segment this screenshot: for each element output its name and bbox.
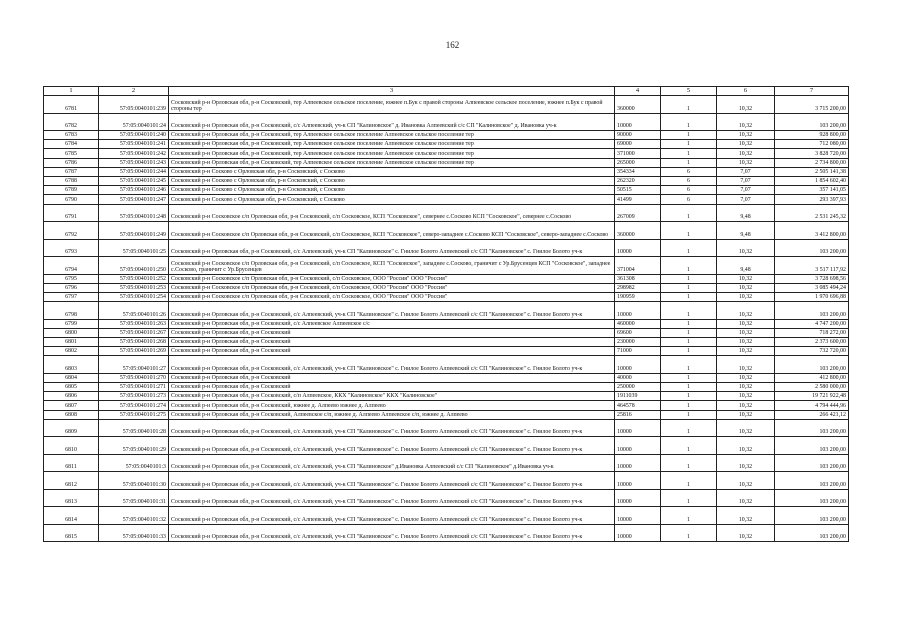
specific-value: 10,32 — [717, 356, 775, 374]
row-number: 6802 — [44, 347, 99, 356]
column-number-row — [44, 87, 849, 96]
cadastral-value: 3 728 698,56 — [775, 274, 849, 283]
cadastral-number: 57:05:0040101:28 — [99, 419, 169, 437]
table-row — [44, 158, 849, 167]
specific-value: 10,32 — [717, 347, 775, 356]
cadastral-value: 103 200,00 — [775, 472, 849, 490]
category-code: 6 — [661, 195, 717, 204]
land-area: 25816 — [615, 410, 661, 419]
address-description: Сосковский р-н Орловская обл, р-н Сосковский, с/с Алпеевский, уч-к СП "Калиновское" с. Гнилое Болото Алпеевский с/с СП "Калиновское" с. Гнилое Болото уч-к — [169, 437, 615, 455]
address-description: Сосковский р-н Орловская обл, р-н Сосковский, тер Алпеевское сельское поселение Алпеевское сельское поселение тер — [169, 149, 615, 158]
land-area: 10000 — [615, 454, 661, 472]
category-code: 1 — [661, 96, 717, 114]
row-number: 6807 — [44, 401, 99, 410]
table-row — [44, 195, 849, 204]
specific-value: 10,32 — [717, 283, 775, 292]
address-description: Сосковский р-н Орловская обл, р-н Сосковский, южнее д. Алпеево южнее д. Алпеево — [169, 401, 615, 410]
table-row — [44, 131, 849, 140]
row-number: 6786 — [44, 158, 99, 167]
cadastral-number: 57:05:0040101:252 — [99, 274, 169, 283]
cadastral-number: 57:05:0040101:241 — [99, 140, 169, 149]
cadastral-value: 2 531 245,32 — [775, 204, 849, 222]
row-number: 6793 — [44, 239, 99, 257]
address-description: Сосковский р-н Орловская обл, р-н Сосковский — [169, 347, 615, 356]
cadastral-value: 2 734 800,00 — [775, 158, 849, 167]
cadastral-value: 2 373 600,00 — [775, 337, 849, 346]
column-header: 6 — [717, 87, 775, 96]
cadastral-value: 103 200,00 — [775, 302, 849, 320]
specific-value: 10,32 — [717, 401, 775, 410]
category-code: 1 — [661, 113, 717, 131]
category-code: 1 — [661, 383, 717, 392]
cadastral-number: 57:05:0040101:254 — [99, 292, 169, 301]
row-number: 6799 — [44, 319, 99, 328]
land-area: 1911039 — [615, 392, 661, 401]
address-description: Сосковский р-н Сосково с Орловская обл, р-н Сосковский, с Сосково — [169, 167, 615, 176]
category-code: 1 — [661, 347, 717, 356]
land-area: 69000 — [615, 140, 661, 149]
address-description: Сосковский р-н Орловская обл, р-н Сосковский, с/с Алпеевский, уч-к СП "Калиновское" с. Гнилое Болото Алпеевский с/с СП "Калиновское" с. Гнилое Болото уч-к — [169, 356, 615, 374]
land-area: 190959 — [615, 292, 661, 301]
row-number: 6794 — [44, 257, 99, 275]
specific-value: 10,32 — [717, 96, 775, 114]
land-area: 10000 — [615, 356, 661, 374]
address-description: Сосковский р-н Орловская обл, р-н Сосковский, с/с Алпеевский, уч-к СП "Калиновское" д.Ивановка Алпеевский с/с СП "Калиновское" д.Ивановка уч-к — [169, 454, 615, 472]
land-area: 354334 — [615, 167, 661, 176]
specific-value: 10,32 — [717, 131, 775, 140]
specific-value: 7,07 — [717, 195, 775, 204]
table-row — [44, 401, 849, 410]
cadastral-value: 19 721 922,48 — [775, 392, 849, 401]
land-area: 230000 — [615, 337, 661, 346]
cadastral-number: 57:05:0040101:247 — [99, 195, 169, 204]
land-area: 267009 — [615, 204, 661, 222]
address-description: Сосковский р-н Сосковское с/п Орловская обл, р-н Сосковский, с/п Сосковское, КСП "Сосковское", севернее с.Сосково КСП "Сосковское", севернее с.Сосково — [169, 204, 615, 222]
address-description: Сосковский р-н Орловская обл, р-н Сосковский, с/с Алпеевский, уч-к СП "Калиновское" с. Гнилое Болото Алпеевский с/с СП "Калиновское" с. Гнилое Болото уч-к — [169, 524, 615, 542]
specific-value: 10,32 — [717, 524, 775, 542]
row-number: 6783 — [44, 131, 99, 140]
specific-value: 10,32 — [717, 239, 775, 257]
cadastral-number: 57:05:0040101:239 — [99, 96, 169, 114]
cadastral-number: 57:05:0040101:271 — [99, 383, 169, 392]
cadastral-number: 57:05:0040101:275 — [99, 410, 169, 419]
land-area: 40000 — [615, 373, 661, 382]
table-row — [44, 176, 849, 185]
table-row — [44, 239, 849, 257]
column-header: 3 — [169, 87, 615, 96]
cadastral-value: 3 517 117,92 — [775, 257, 849, 275]
address-description: Сосковский р-н Орловская обл, р-н Сосковский, с/с Алпеевский, уч-к СП "Калиновское" с. Гнилое Болото Алпеевский с/с СП "Калиновское" с. Гнилое Болото уч-к — [169, 419, 615, 437]
cadastral-number: 57:05:0040101:248 — [99, 204, 169, 222]
category-code: 1 — [661, 283, 717, 292]
cadastral-value: 103 200,00 — [775, 113, 849, 131]
row-number: 6785 — [44, 149, 99, 158]
specific-value: 10,32 — [717, 437, 775, 455]
cadastral-number: 57:05:0040101:250 — [99, 257, 169, 275]
address-description: Сосковский р-н Орловская обл, р-н Сосковский, с/с Алпеевский, уч-к СП "Калиновское" с. Гнилое Болото Алпеевский с/с СП "Калиновское" с. Гнилое Болото уч-к — [169, 302, 615, 320]
cadastral-value: 3 715 200,00 — [775, 96, 849, 114]
row-number: 6806 — [44, 392, 99, 401]
table-row — [44, 274, 849, 283]
category-code: 1 — [661, 489, 717, 507]
table-row — [44, 149, 849, 158]
category-code: 1 — [661, 239, 717, 257]
land-area: 10000 — [615, 239, 661, 257]
row-number: 6798 — [44, 302, 99, 320]
land-area: 10000 — [615, 524, 661, 542]
specific-value: 9,48 — [717, 257, 775, 275]
land-area: 360000 — [615, 222, 661, 240]
specific-value: 10,32 — [717, 419, 775, 437]
row-number: 6789 — [44, 186, 99, 195]
land-area: 298982 — [615, 283, 661, 292]
cadastral-number: 57:05:0040101:32 — [99, 507, 169, 525]
table-row — [44, 96, 849, 114]
cadastral-number: 57:05:0040101:274 — [99, 401, 169, 410]
address-description: Сосковский р-н Орловская обл, р-н Сосковский, тер Алпеевское сельское поселение, южнее п.Бук с правой стороны Алпеевское сельское поселение, южнее п.Бук с правой стороны тер — [169, 96, 615, 114]
table-row — [44, 383, 849, 392]
row-number: 6795 — [44, 274, 99, 283]
row-number: 6796 — [44, 283, 99, 292]
cadastral-number: 57:05:0040101:30 — [99, 472, 169, 490]
table-row — [44, 507, 849, 525]
land-area: 50515 — [615, 186, 661, 195]
address-description: Сосковский р-н Сосковское с/п Орловская обл, р-н Сосковский, с/п Сосковское, КСП "Сосковское", западнее с.Сосково, граничит с Ур.Брусенцев КСП "Сосковское", западнее с.Сосково, граничит с Ур.Брусенцев — [169, 257, 615, 275]
column-header: 2 — [99, 87, 169, 96]
land-area: 262320 — [615, 176, 661, 185]
category-code: 1 — [661, 257, 717, 275]
column-header: 1 — [44, 87, 99, 96]
cadastral-number: 57:05:0040101:240 — [99, 131, 169, 140]
cadastral-value: 4 794 444,96 — [775, 401, 849, 410]
cadastral-number: 57:05:0040101:253 — [99, 283, 169, 292]
specific-value: 10,32 — [717, 383, 775, 392]
cadastral-value: 4 747 200,00 — [775, 319, 849, 328]
address-description: Сосковский р-н Орловская обл, р-н Сосковский, тер Алпеевское сельское поселение Алпеевское сельское поселение тер — [169, 158, 615, 167]
address-description: Сосковский р-н Орловская обл, р-н Сосковский, с/с Алпеевский, уч-к СП "Калиновское" с. Гнилое Болото Алпеевский с/с СП "Калиновское" с. Гнилое Болото уч-к — [169, 472, 615, 490]
cadastral-value: 103 200,00 — [775, 437, 849, 455]
cadastral-number: 57:05:0040101:27 — [99, 356, 169, 374]
specific-value: 10,32 — [717, 149, 775, 158]
table-row — [44, 328, 849, 337]
category-code: 6 — [661, 186, 717, 195]
table-row — [44, 454, 849, 472]
row-number: 6809 — [44, 419, 99, 437]
page-number: 162 — [445, 40, 460, 50]
category-code: 1 — [661, 222, 717, 240]
cadastral-value: 412 800,00 — [775, 373, 849, 382]
category-code: 1 — [661, 373, 717, 382]
cadastral-value: 2 580 000,00 — [775, 383, 849, 392]
column-header: 7 — [775, 87, 849, 96]
table-row — [44, 222, 849, 240]
address-description: Сосковский р-н Орловская обл, р-н Сосковский — [169, 328, 615, 337]
land-area: 250000 — [615, 383, 661, 392]
address-description: Сосковский р-н Орловская обл, р-н Сосковский, с/с Алпеевский, уч-к СП "Калиновское" с. Гнилое Болото Алпеевский с/с СП "Калиновское" с. Гнилое Болото уч-к — [169, 507, 615, 525]
land-area: 69600 — [615, 328, 661, 337]
category-code: 1 — [661, 356, 717, 374]
row-number: 6815 — [44, 524, 99, 542]
table-row — [44, 140, 849, 149]
table-row — [44, 347, 849, 356]
category-code: 1 — [661, 131, 717, 140]
table-row — [44, 373, 849, 382]
cadastral-value: 3 828 720,00 — [775, 149, 849, 158]
category-code: 1 — [661, 437, 717, 455]
cadastral-number: 57:05:0040101:31 — [99, 489, 169, 507]
row-number: 6781 — [44, 96, 99, 114]
address-description: Сосковский р-н Орловская обл, р-н Сосковский — [169, 383, 615, 392]
row-number: 6782 — [44, 113, 99, 131]
table-row — [44, 489, 849, 507]
specific-value: 10,32 — [717, 140, 775, 149]
row-number: 6813 — [44, 489, 99, 507]
address-description: Сосковский р-н Орловская обл, р-н Сосковский — [169, 373, 615, 382]
cadastral-value: 103 200,00 — [775, 454, 849, 472]
address-description: Сосковский р-н Орловская обл, р-н Сосковский, с/с Алпеевское Алпеевское с/с — [169, 319, 615, 328]
address-description: Сосковский р-н Орловская обл, р-н Сосковский, тер Алпеевское сельское поселение Алпеевское сельское поселение тер — [169, 131, 615, 140]
address-description: Сосковский р-н Орловская обл, р-н Сосковский, тер Алпеевское сельское поселение Алпеевское сельское поселение тер — [169, 140, 615, 149]
address-description: Сосковский р-н Орловская обл, р-н Сосковский, Алпеевское с/п, южнее д. Алпеево Алпеевское с/п, южнее д. Алпеево — [169, 410, 615, 419]
category-code: 1 — [661, 410, 717, 419]
category-code: 1 — [661, 507, 717, 525]
specific-value: 10,32 — [717, 302, 775, 320]
category-code: 1 — [661, 524, 717, 542]
specific-value: 10,32 — [717, 113, 775, 131]
table-row — [44, 257, 849, 275]
land-area: 10000 — [615, 302, 661, 320]
category-code: 1 — [661, 392, 717, 401]
cadastral-number: 57:05:0040101:33 — [99, 524, 169, 542]
address-description: Сосковский р-н Орловская обл, р-н Сосковский, с/с Алпеевский, уч-к СП "Калиновское" д. Ивановка Алпеевский с/с СП "Калиновское" д. Ивановка уч-к — [169, 113, 615, 131]
category-code: 1 — [661, 328, 717, 337]
column-header: 4 — [615, 87, 661, 96]
address-description: Сосковский р-н Сосковское с/п Орловская обл, р-н Сосковский, с/п Сосковское, КСП "Сосковское", северо-западнее с.Сосково КСП "Сосковское", северо-западнее с.Сосково — [169, 222, 615, 240]
land-area: 460000 — [615, 319, 661, 328]
specific-value: 10,32 — [717, 274, 775, 283]
row-number: 6801 — [44, 337, 99, 346]
row-number: 6800 — [44, 328, 99, 337]
row-number: 6787 — [44, 167, 99, 176]
cadastral-number: 57:05:0040101:267 — [99, 328, 169, 337]
category-code: 1 — [661, 337, 717, 346]
row-number: 6791 — [44, 204, 99, 222]
cadastral-value: 1 854 602,40 — [775, 176, 849, 185]
row-number: 6810 — [44, 437, 99, 455]
category-code: 1 — [661, 401, 717, 410]
table-row — [44, 204, 849, 222]
specific-value: 10,32 — [717, 454, 775, 472]
category-code: 1 — [661, 140, 717, 149]
land-area: 464578 — [615, 401, 661, 410]
address-description: Сосковский р-н Сосково с Орловская обл, р-н Сосковский, с Сосково — [169, 186, 615, 195]
specific-value: 10,32 — [717, 292, 775, 301]
cadastral-value: 103 200,00 — [775, 419, 849, 437]
cadastral-value: 3 412 800,00 — [775, 222, 849, 240]
address-description: Сосковский р-н Орловская обл, р-н Сосковский, с/с Алпеевский, уч-к СП "Калиновское" с. Гнилое Болото Алпеевский с/с СП "Калиновское" с. Гнилое Болото уч-к — [169, 239, 615, 257]
table-body — [44, 96, 849, 542]
cadastral-number: 57:05:0040101:268 — [99, 337, 169, 346]
category-code: 1 — [661, 454, 717, 472]
category-code: 1 — [661, 419, 717, 437]
column-header: 5 — [661, 87, 717, 96]
land-area: 361308 — [615, 274, 661, 283]
cadastral-value: 103 200,00 — [775, 356, 849, 374]
row-number: 6790 — [44, 195, 99, 204]
table-row — [44, 292, 849, 301]
address-description: Сосковский р-н Сосковское с/п Орловская обл, р-н Сосковский, с/п Сосковское, ООО "Россия" ООО "Россия" — [169, 292, 615, 301]
specific-value: 9,48 — [717, 204, 775, 222]
category-code: 1 — [661, 158, 717, 167]
cadastral-value: 293 397,93 — [775, 195, 849, 204]
cadastral-number: 57:05:0040101:25 — [99, 239, 169, 257]
cadastral-value: 3 085 494,24 — [775, 283, 849, 292]
table-row — [44, 419, 849, 437]
cadastral-number: 57:05:0040101:263 — [99, 319, 169, 328]
address-description: Сосковский р-н Сосковское с/п Орловская обл, р-н Сосковский, с/п Сосковское, ООО "Россия" ООО "Россия" — [169, 274, 615, 283]
table-row — [44, 319, 849, 328]
cadastral-number: 57:05:0040101:243 — [99, 158, 169, 167]
cadastral-number: 57:05:0040101:3 — [99, 454, 169, 472]
cadastral-number: 57:05:0040101:26 — [99, 302, 169, 320]
table-row — [44, 410, 849, 419]
table-row — [44, 186, 849, 195]
cadastral-number: 57:05:0040101:249 — [99, 222, 169, 240]
specific-value: 10,32 — [717, 489, 775, 507]
table-row — [44, 167, 849, 176]
row-number: 6804 — [44, 373, 99, 382]
category-code: 1 — [661, 274, 717, 283]
cadastral-value: 1 970 696,88 — [775, 292, 849, 301]
category-code: 1 — [661, 319, 717, 328]
cadastral-number: 57:05:0040101:244 — [99, 167, 169, 176]
specific-value: 10,32 — [717, 507, 775, 525]
specific-value: 9,48 — [717, 222, 775, 240]
category-code: 1 — [661, 149, 717, 158]
land-area: 10000 — [615, 113, 661, 131]
specific-value: 10,32 — [717, 410, 775, 419]
cadastral-value: 732 720,00 — [775, 347, 849, 356]
address-description: Сосковский р-н Сосково с Орловская обл, р-н Сосковский, с Сосково — [169, 176, 615, 185]
cadastral-value: 266 421,12 — [775, 410, 849, 419]
cadastral-value: 2 505 141,38 — [775, 167, 849, 176]
row-number: 6797 — [44, 292, 99, 301]
cadastral-number: 57:05:0040101:273 — [99, 392, 169, 401]
row-number: 6805 — [44, 383, 99, 392]
cadastral-number: 57:05:0040101:24 — [99, 113, 169, 131]
cadastral-number: 57:05:0040101:246 — [99, 186, 169, 195]
category-code: 1 — [661, 204, 717, 222]
address-description: Сосковский р-н Сосковское с/п Орловская обл, р-н Сосковский, с/п Сосковское, ООО "Россия" ООО "Россия" — [169, 283, 615, 292]
table-row — [44, 356, 849, 374]
address-description: Сосковский р-н Орловская обл, р-н Сосковский, с/с Алпеевский, уч-к СП "Калиновское" с. Гнилое Болото Алпеевский с/с СП "Калиновское" с. Гнилое Болото уч-к — [169, 489, 615, 507]
land-area: 265000 — [615, 158, 661, 167]
cadastral-value: 928 800,00 — [775, 131, 849, 140]
specific-value: 7,07 — [717, 167, 775, 176]
category-code: 1 — [661, 472, 717, 490]
land-area: 371000 — [615, 149, 661, 158]
table-row — [44, 113, 849, 131]
land-area: 10000 — [615, 437, 661, 455]
specific-value: 10,32 — [717, 337, 775, 346]
table-row — [44, 472, 849, 490]
row-number: 6814 — [44, 507, 99, 525]
cadastral-number: 57:05:0040101:242 — [99, 149, 169, 158]
cadastral-value: 103 200,00 — [775, 239, 849, 257]
category-code: 6 — [661, 167, 717, 176]
land-area: 10000 — [615, 507, 661, 525]
specific-value: 10,32 — [717, 158, 775, 167]
address-description: Сосковский р-н Орловская обл, р-н Сосковский, с/п Алпеевское, ККХ "Калиновское" ККХ "Калиновское" — [169, 392, 615, 401]
table-row — [44, 392, 849, 401]
cadastral-value: 103 200,00 — [775, 524, 849, 542]
category-code: 1 — [661, 302, 717, 320]
land-area: 10000 — [615, 472, 661, 490]
row-number: 6788 — [44, 176, 99, 185]
cadastral-value: 718 272,00 — [775, 328, 849, 337]
cadastral-value: 103 200,00 — [775, 489, 849, 507]
address-description: Сосковский р-н Орловская обл, р-н Сосковский — [169, 337, 615, 346]
table-row — [44, 283, 849, 292]
address-description: Сосковский р-н Сосково с Орловская обл, р-н Сосковский, с Сосково — [169, 195, 615, 204]
specific-value: 10,32 — [717, 328, 775, 337]
row-number: 6792 — [44, 222, 99, 240]
row-number: 6812 — [44, 472, 99, 490]
land-area: 71000 — [615, 347, 661, 356]
cadastral-number: 57:05:0040101:29 — [99, 437, 169, 455]
table-row — [44, 524, 849, 542]
specific-value: 10,32 — [717, 373, 775, 382]
specific-value: 10,32 — [717, 319, 775, 328]
cadastral-number: 57:05:0040101:245 — [99, 176, 169, 185]
specific-value: 7,07 — [717, 186, 775, 195]
row-number: 6784 — [44, 140, 99, 149]
land-area: 90000 — [615, 131, 661, 140]
cadastral-value: 712 080,00 — [775, 140, 849, 149]
land-area: 10000 — [615, 489, 661, 507]
category-code: 6 — [661, 176, 717, 185]
table-row — [44, 437, 849, 455]
land-area: 41499 — [615, 195, 661, 204]
land-area: 10000 — [615, 419, 661, 437]
specific-value: 10,32 — [717, 472, 775, 490]
cadastral-number: 57:05:0040101:270 — [99, 373, 169, 382]
land-area: 371004 — [615, 257, 661, 275]
table-row — [44, 337, 849, 346]
cadastral-value-table — [43, 86, 849, 542]
row-number: 6808 — [44, 410, 99, 419]
specific-value: 7,07 — [717, 176, 775, 185]
cadastral-value: 357 141,05 — [775, 186, 849, 195]
row-number: 6811 — [44, 454, 99, 472]
cadastral-value: 103 200,00 — [775, 507, 849, 525]
land-area: 360000 — [615, 96, 661, 114]
table-row — [44, 302, 849, 320]
category-code: 1 — [661, 292, 717, 301]
cadastral-number: 57:05:0040101:269 — [99, 347, 169, 356]
specific-value: 10,32 — [717, 392, 775, 401]
row-number: 6803 — [44, 356, 99, 374]
